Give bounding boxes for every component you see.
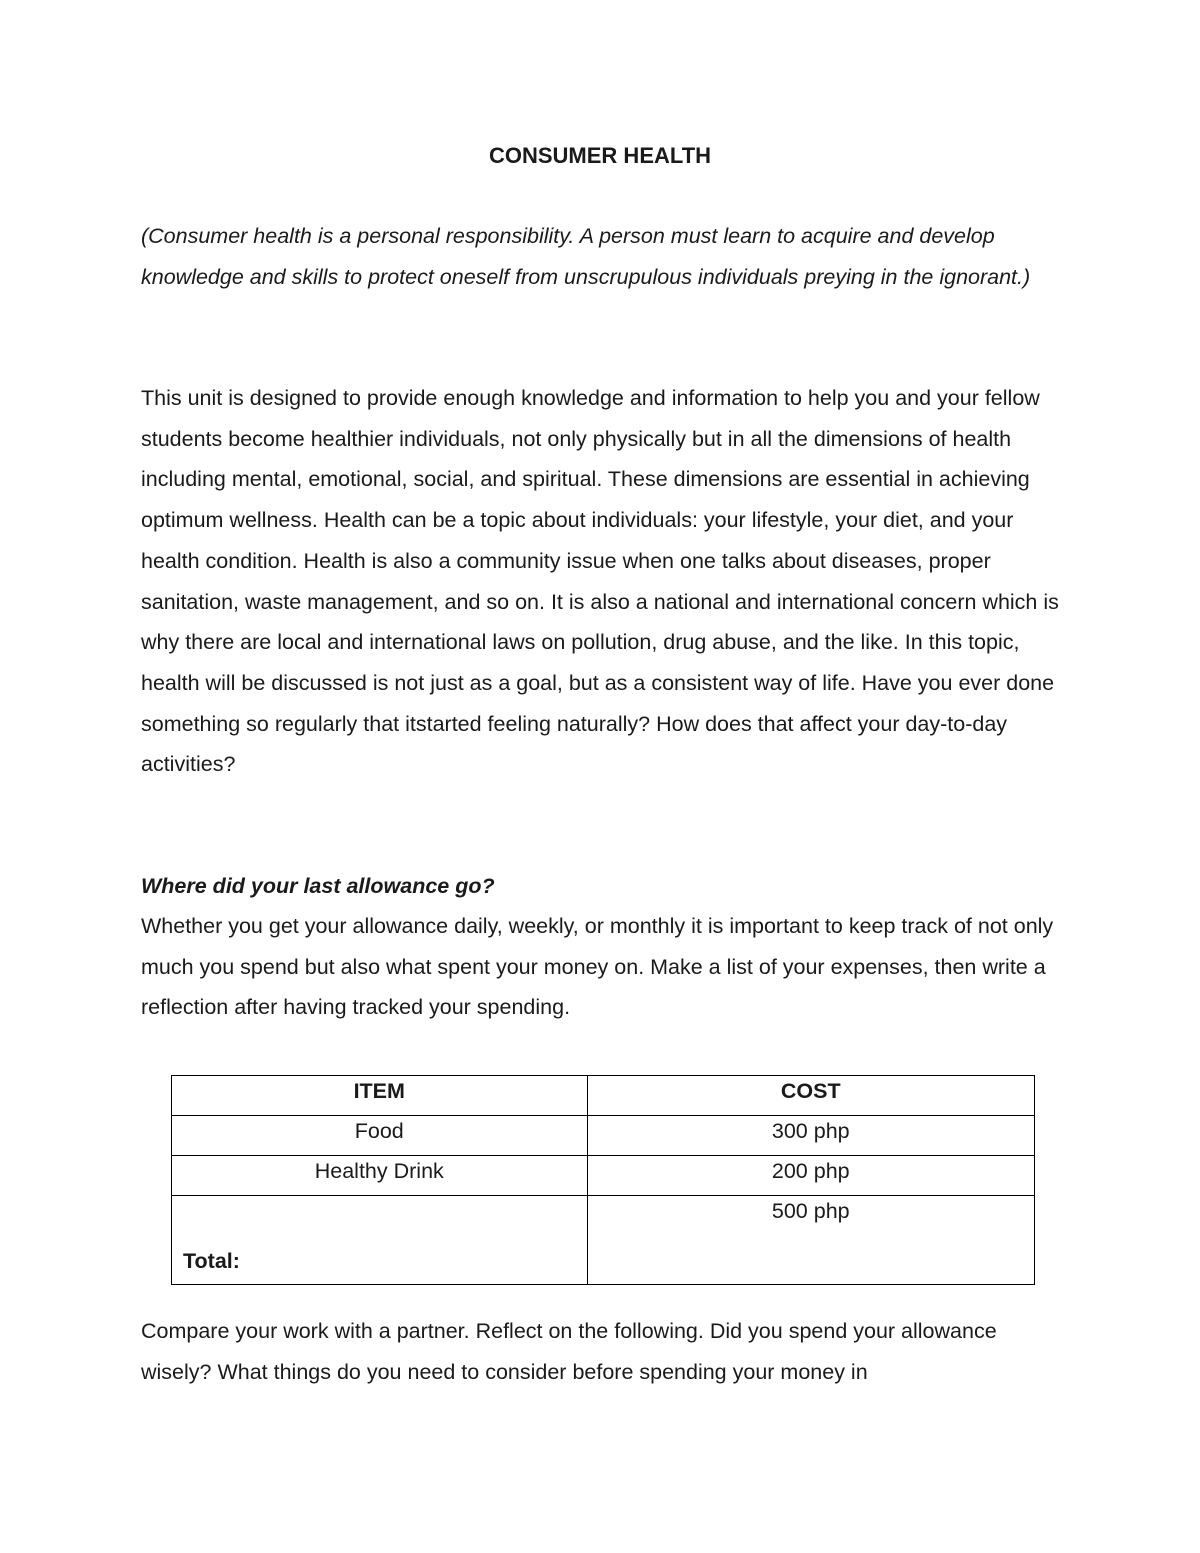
table-row — [172, 1156, 1035, 1196]
document-title: CONSUMER HEALTH — [488, 143, 712, 168]
header-item: ITEM — [172, 1076, 588, 1116]
table-row — [172, 1116, 1035, 1156]
intro-paragraph: (Consumer health is a personal responsibility. A person must learn to acquire and develop knowledge and skills to protect oneself from unscrupulous individuals preying in the ignorant.) — [141, 224, 1031, 289]
row-cost: 200 php — [587, 1156, 1034, 1196]
table-header-row — [172, 1076, 1035, 1116]
row-item: Healthy Drink — [172, 1156, 588, 1196]
row-cost: 300 php — [587, 1116, 1034, 1156]
section-subheading: Where did your last allowance go? — [141, 874, 495, 898]
body-paragraph-2: Whether you get your allowance daily, weekly, or monthly it is important to keep track of not only much you spend but also what spent your money on. Make a list of your expenses, then write a reflection after having tracked your spending. — [141, 914, 1054, 1020]
expenses-table — [171, 1075, 1035, 1285]
body-paragraph-3: Compare your work with a partner. Reflect on the following. Did you spend your allowance wisely? What things do you need to consider before spending your money in — [141, 1319, 997, 1384]
row-item: Food — [172, 1116, 588, 1156]
total-label: Total: — [172, 1196, 588, 1285]
total-value: 500 php — [587, 1196, 1034, 1285]
table-total-row — [172, 1196, 1035, 1285]
body-paragraph-1: This unit is designed to provide enough knowledge and information to help you and your fellow students become healthier individuals, not only physically but in all the dimensions of health including mental, emotional, social, and spiritual. These dimensions are essential in achieving optimum wellness. Health can be a topic about individuals: your lifestyle, your diet, and your health condition. Health is also a community issue when one talks about diseases, proper sanitation, waste management, and so on. It is also a national and international concern which is why there are local and international laws on pollution, drug abuse, and the like. In this topic, health will be discussed is not just as a goal, but as a consistent way of life. Have you ever done something so regularly that itstarted feeling naturally? How does that affect your day-to-day activities? — [141, 386, 1059, 777]
header-cost: COST — [587, 1076, 1034, 1116]
